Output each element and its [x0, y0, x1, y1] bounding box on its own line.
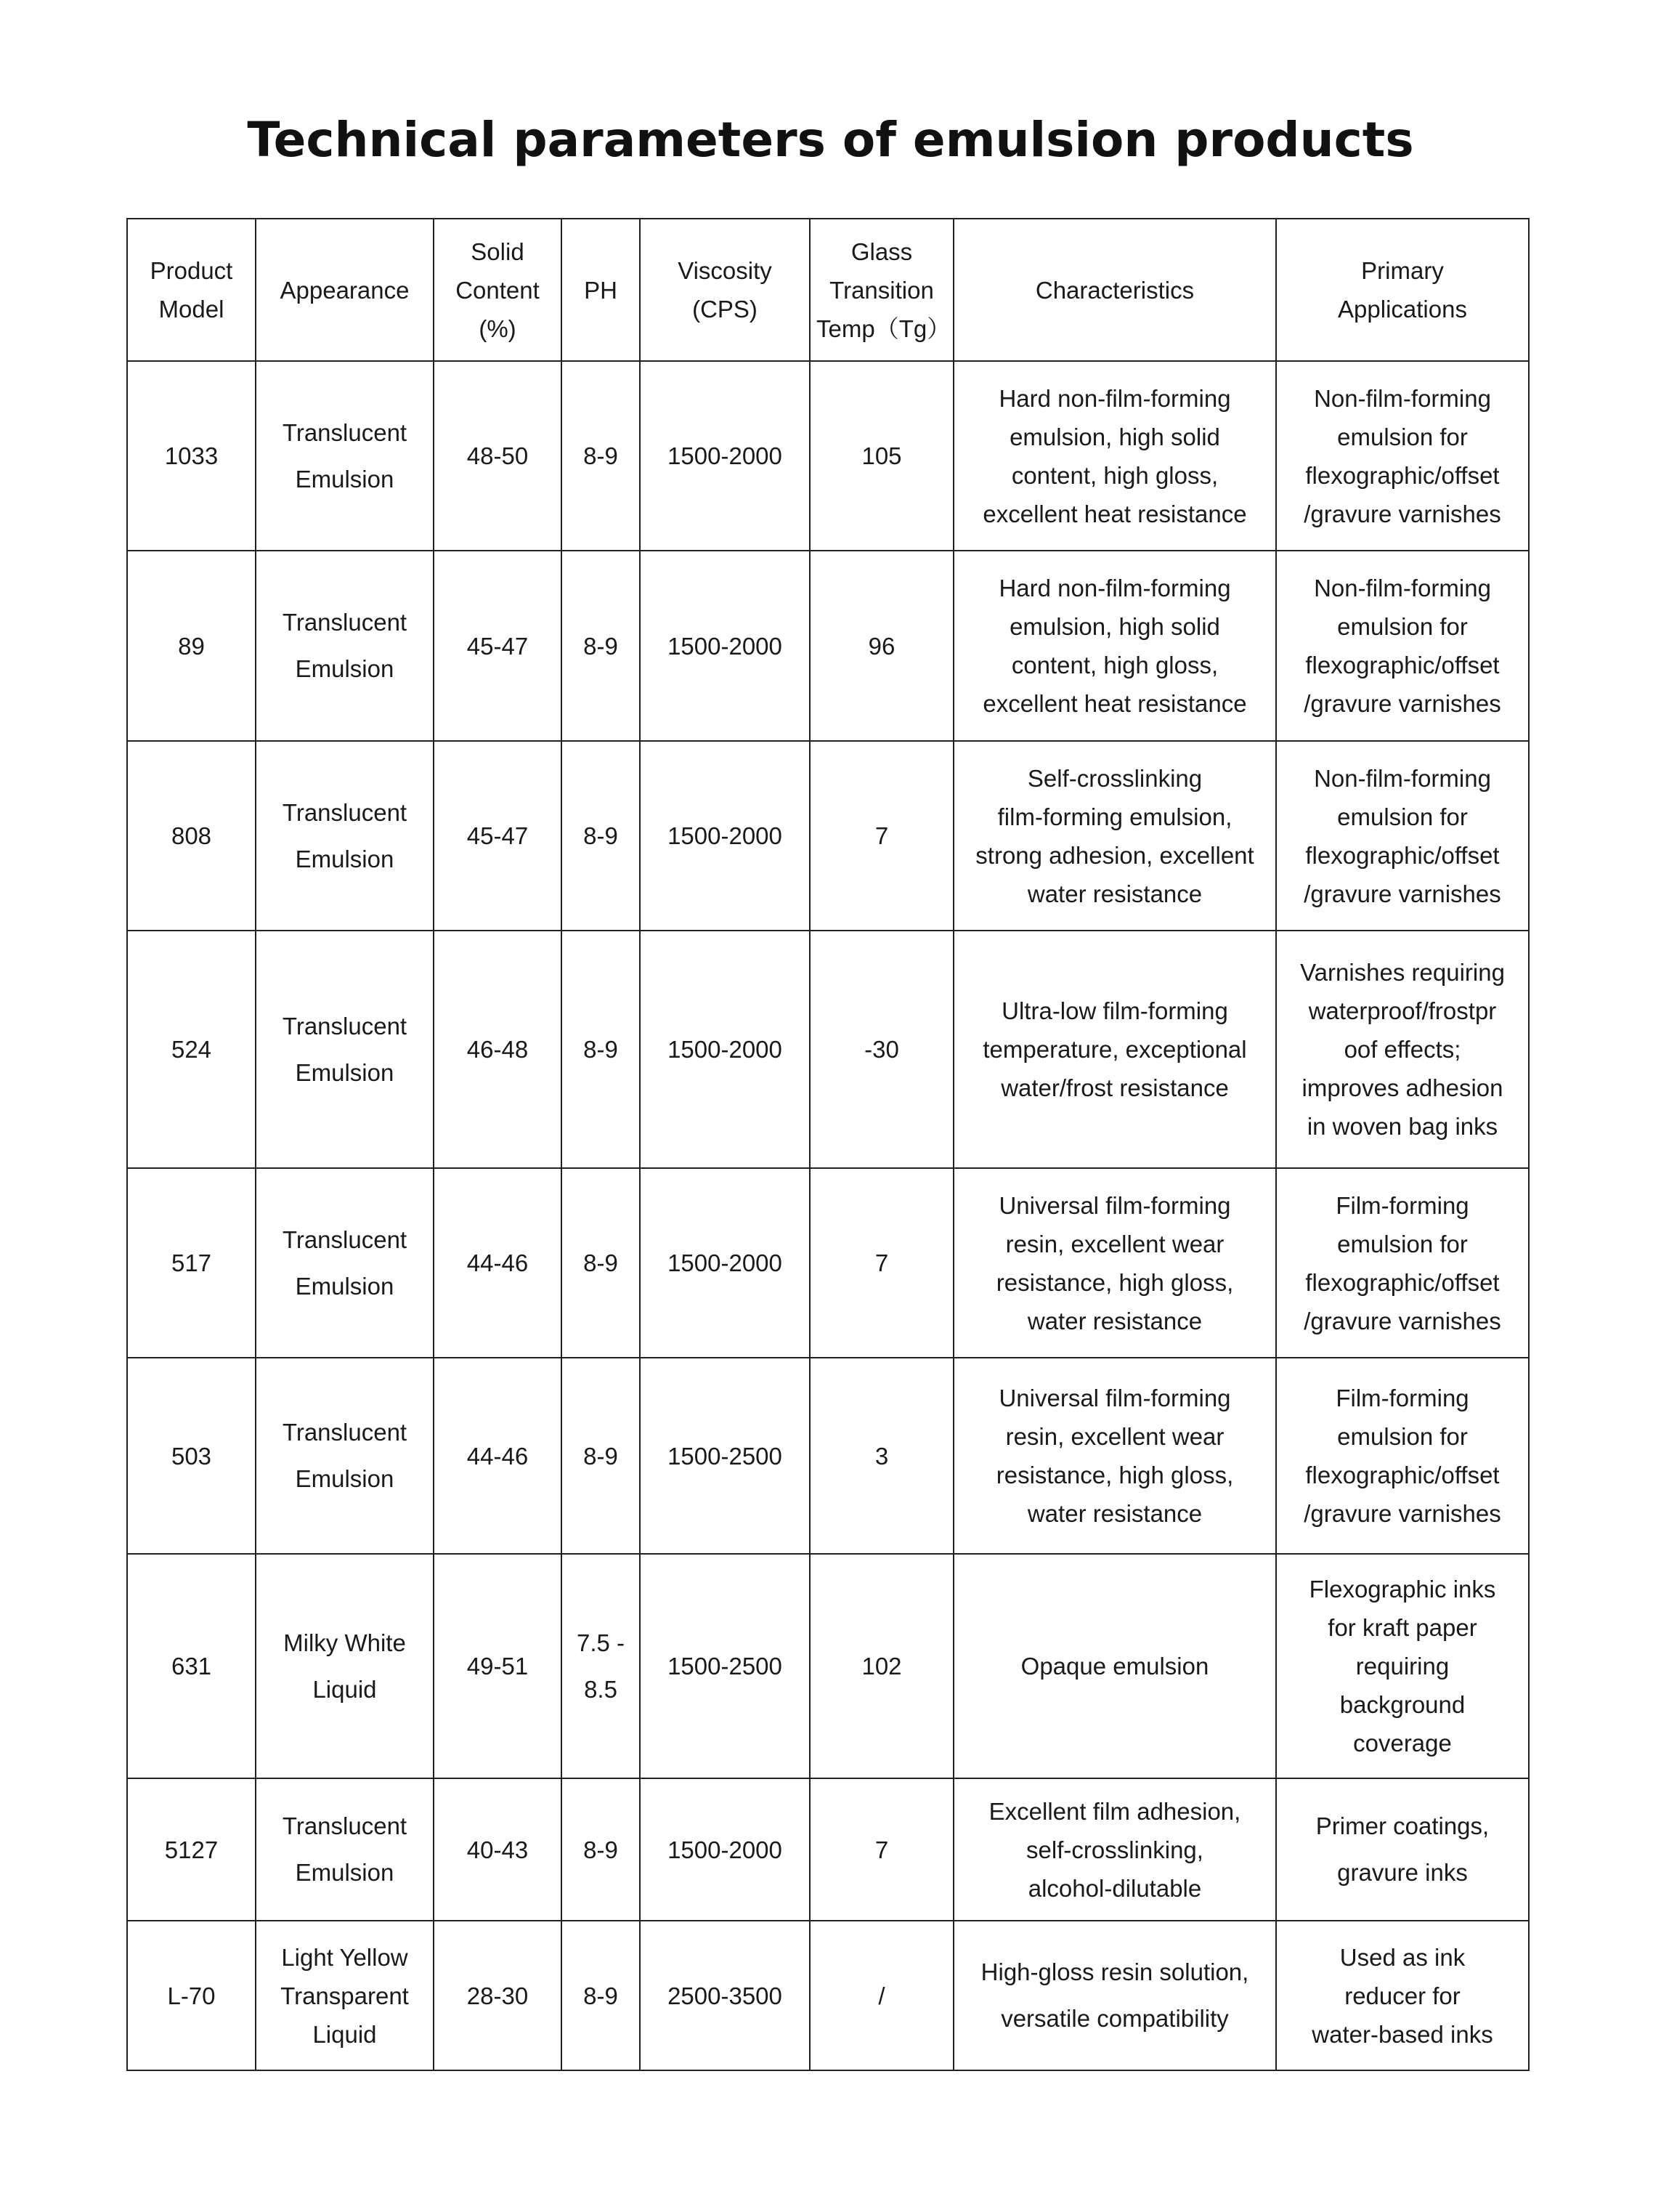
cell-applications: Film-forming emulsion for flexographic/offset /gravure varnishes: [1276, 1168, 1529, 1358]
cell-appearance: Translucent Emulsion: [256, 551, 434, 741]
header-solid-content: Solid Content (%): [434, 219, 561, 361]
cell-solid-content: 40-43: [434, 1778, 561, 1921]
cell-characteristics: Self-crosslinking film-forming emulsion, strong adhesion, excellent water resistance: [954, 741, 1276, 931]
cell-tg: 102: [810, 1554, 954, 1778]
cell-viscosity: 1500-2000: [640, 1168, 810, 1358]
cell-ph: 8-9: [561, 1778, 640, 1921]
page-title: Technical parameters of emulsion products: [247, 112, 1414, 168]
cell-tg: 105: [810, 361, 954, 551]
cell-characteristics: Universal film-forming resin, excellent wear resistance, high gloss, water resistance: [954, 1358, 1276, 1554]
cell-model: 503: [127, 1358, 256, 1554]
cell-viscosity: 1500-2000: [640, 1778, 810, 1921]
cell-model: 89: [127, 551, 256, 741]
cell-appearance: Milky White Liquid: [256, 1554, 434, 1778]
cell-characteristics: Hard non-film-forming emulsion, high solid content, high gloss, excellent heat resistance: [954, 551, 1276, 741]
cell-applications: Non-film-forming emulsion for flexographic/offset /gravure varnishes: [1276, 551, 1529, 741]
cell-appearance: Translucent Emulsion: [256, 1358, 434, 1554]
cell-ph: 8-9: [561, 1358, 640, 1554]
cell-characteristics: Ultra-low film-forming temperature, exceptional water/frost resistance: [954, 931, 1276, 1168]
table-row: [127, 1554, 1529, 1778]
cell-solid-content: 45-47: [434, 741, 561, 931]
cell-characteristics: High-gloss resin solution, versatile compatibility: [954, 1921, 1276, 2070]
cell-model: 524: [127, 931, 256, 1168]
cell-appearance: Translucent Emulsion: [256, 931, 434, 1168]
header-viscosity: Viscosity (CPS): [640, 219, 810, 361]
cell-applications: Non-film-forming emulsion for flexographic/offset /gravure varnishes: [1276, 741, 1529, 931]
table-row: [127, 1778, 1529, 1921]
cell-tg: /: [810, 1921, 954, 2070]
parameters-table: [126, 218, 1530, 2071]
cell-appearance: Translucent Emulsion: [256, 741, 434, 931]
cell-model: 808: [127, 741, 256, 931]
cell-applications: Film-forming emulsion for flexographic/offset /gravure varnishes: [1276, 1358, 1529, 1554]
table-header: [127, 219, 1529, 361]
cell-applications: Used as ink reducer for water-based inks: [1276, 1921, 1529, 2070]
cell-tg: 3: [810, 1358, 954, 1554]
cell-viscosity: 1500-2000: [640, 741, 810, 931]
cell-viscosity: 1500-2000: [640, 931, 810, 1168]
cell-tg: 7: [810, 741, 954, 931]
table-row: [127, 551, 1529, 741]
cell-viscosity: 1500-2000: [640, 361, 810, 551]
cell-solid-content: 49-51: [434, 1554, 561, 1778]
cell-characteristics: Universal film-forming resin, excellent wear resistance, high gloss, water resistance: [954, 1168, 1276, 1358]
cell-appearance: Translucent Emulsion: [256, 361, 434, 551]
cell-applications: Primer coatings, gravure inks: [1276, 1778, 1529, 1921]
table-row: [127, 361, 1529, 551]
table-row: [127, 1358, 1529, 1554]
cell-ph: 8-9: [561, 361, 640, 551]
table-row: [127, 741, 1529, 931]
cell-applications: Flexographic inks for kraft paper requiring background coverage: [1276, 1554, 1529, 1778]
header-appearance: Appearance: [256, 219, 434, 361]
header-glass-transition-temp: Glass Transition Temp（Tg）: [810, 219, 954, 361]
cell-characteristics: Hard non-film-forming emulsion, high solid content, high gloss, excellent heat resistance: [954, 361, 1276, 551]
cell-model: 1033: [127, 361, 256, 551]
cell-characteristics: Opaque emulsion: [954, 1554, 1276, 1778]
header-characteristics: Characteristics: [954, 219, 1276, 361]
cell-ph: 8-9: [561, 741, 640, 931]
cell-solid-content: 44-46: [434, 1358, 561, 1554]
header-primary-applications: Primary Applications: [1276, 219, 1529, 361]
cell-model: 517: [127, 1168, 256, 1358]
cell-tg: 96: [810, 551, 954, 741]
cell-model: L-70: [127, 1921, 256, 2070]
cell-ph: 8-9: [561, 1921, 640, 2070]
header-product-model: Product Model: [127, 219, 256, 361]
table-body: [127, 361, 1529, 2070]
cell-solid-content: 48-50: [434, 361, 561, 551]
table-row: [127, 1168, 1529, 1358]
cell-characteristics: Excellent film adhesion, self-crosslinking, alcohol-dilutable: [954, 1778, 1276, 1921]
header-row: [127, 219, 1529, 361]
cell-solid-content: 44-46: [434, 1168, 561, 1358]
cell-viscosity: 1500-2500: [640, 1554, 810, 1778]
cell-model: 5127: [127, 1778, 256, 1921]
cell-applications: Varnishes requiring waterproof/frostpr oof effects; improves adhesion in woven bag inks: [1276, 931, 1529, 1168]
cell-ph: 8-9: [561, 551, 640, 741]
cell-solid-content: 45-47: [434, 551, 561, 741]
table-row: [127, 931, 1529, 1168]
table-row: [127, 1921, 1529, 2070]
cell-solid-content: 28-30: [434, 1921, 561, 2070]
cell-ph: 8-9: [561, 1168, 640, 1358]
cell-appearance: Translucent Emulsion: [256, 1168, 434, 1358]
cell-appearance: Translucent Emulsion: [256, 1778, 434, 1921]
cell-model: 631: [127, 1554, 256, 1778]
cell-appearance: Light Yellow Transparent Liquid: [256, 1921, 434, 2070]
cell-viscosity: 1500-2500: [640, 1358, 810, 1554]
cell-applications: Non-film-forming emulsion for flexographic/offset /gravure varnishes: [1276, 361, 1529, 551]
cell-ph: 7.5 - 8.5: [561, 1554, 640, 1778]
cell-solid-content: 46-48: [434, 931, 561, 1168]
header-ph: PH: [561, 219, 640, 361]
cell-viscosity: 2500-3500: [640, 1921, 810, 2070]
cell-viscosity: 1500-2000: [640, 551, 810, 741]
cell-tg: 7: [810, 1168, 954, 1358]
cell-ph: 8-9: [561, 931, 640, 1168]
cell-tg: 7: [810, 1778, 954, 1921]
cell-tg: -30: [810, 931, 954, 1168]
